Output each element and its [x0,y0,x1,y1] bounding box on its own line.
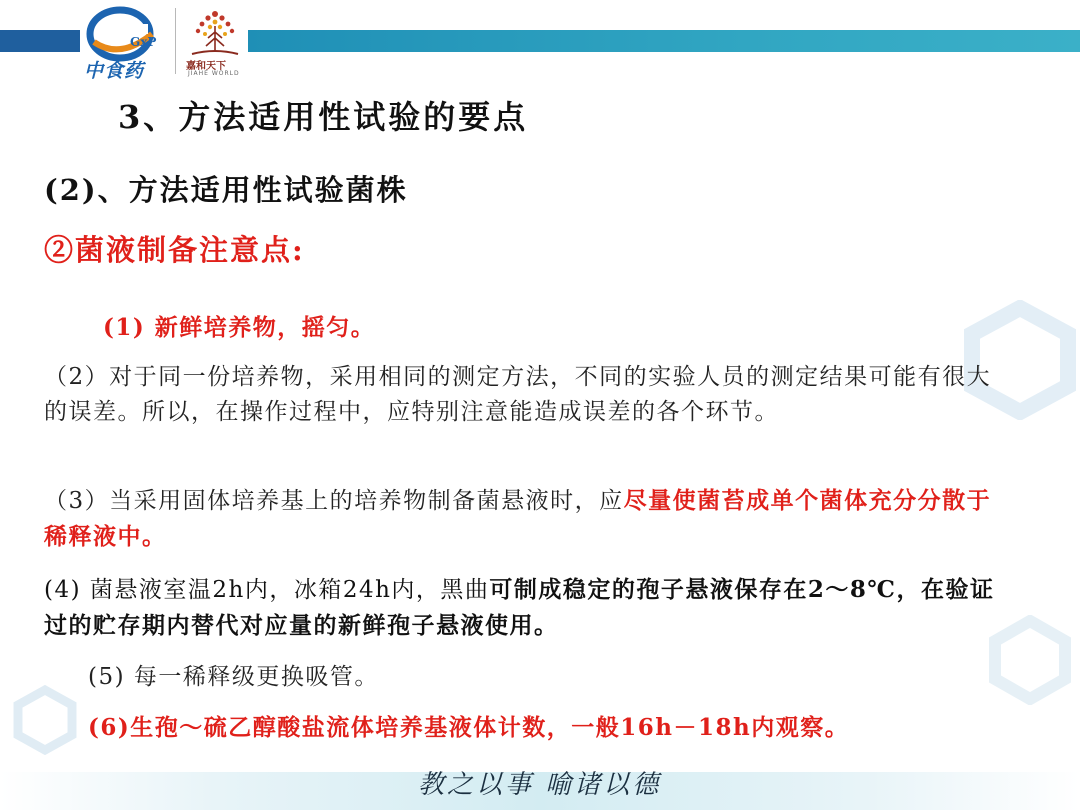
logo-divider [175,8,176,74]
footer-motto: 教之以事 喻诸以德 [418,770,662,800]
header-band-right [248,30,1080,52]
point-6: (6)生孢～硫乙醇酸盐流体培养基液体计数，一般16h－18h内观察。 [88,714,850,741]
point-3-text: （3）当采用固体培养基上的培养物制备菌悬液时，应 [44,488,624,514]
point-1: (1) 新鲜培养物，摇匀。 [103,314,376,341]
section-heading-red: ②菌液制备注意点: [44,233,305,267]
logo-right-brand-text: 嘉和天下 [186,61,226,72]
point-3-highlight: 尽量使菌苔成单个菌体充分分散于稀释液中。 [44,487,992,550]
header-band-left [0,30,80,52]
point-4 [44,572,1009,643]
logo-right-subtitle: JIAHE WORLD [188,70,240,77]
page-title: 3、方法适用性试验的要点 [118,98,529,136]
logo-gxp-label: GxP [130,35,157,49]
logo-left-brand-text: 中食药 [84,60,145,82]
point-3 [44,483,1009,555]
point-5: (5) 每一稀释级更换吸管。 [88,664,379,690]
point-4-highlight: 可制成稳定的孢子悬液保存在2～8℃，在验证过的贮存期内替代对应量的新鲜孢子悬液使用。 [44,576,995,639]
point-2: （2）对于同一份培养物，采用相同的测定方法，不同的实验人员的测定结果可能有很大的误差。所以，在操作过程中，应特别注意能造成误差的各个环节。 [44,364,992,425]
point-4-text: (4) 菌悬液室温2h内，冰箱24h内，黑曲 [44,577,490,603]
section-subtitle: (2)、方法适用性试验菌株 [44,173,408,207]
hexagon-decoration-left-bottom [10,685,80,755]
